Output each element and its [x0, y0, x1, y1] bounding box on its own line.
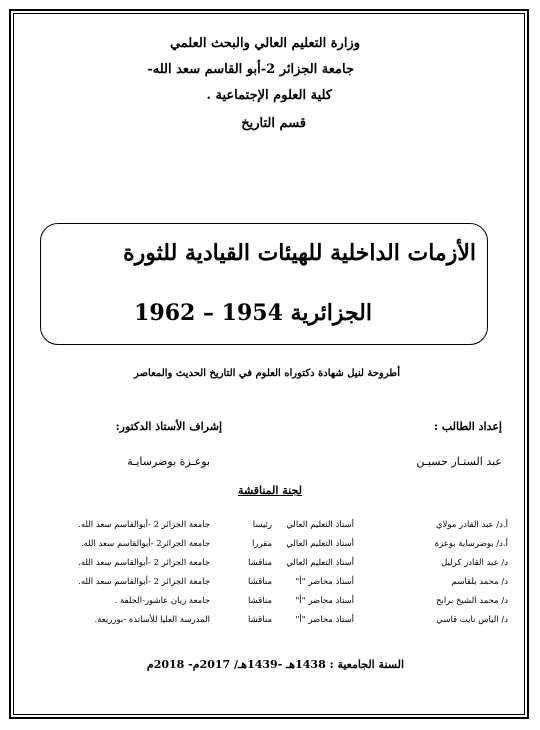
jury-member-name: د/ عبد القادر كرليل	[441, 558, 508, 568]
jury-member-role: رئيسا	[252, 520, 272, 530]
jury-row	[0, 558, 540, 572]
jury-title: لجنة المناقشة	[238, 484, 302, 497]
jury-row	[0, 539, 540, 553]
jury-member-rank: أستاذ التعليم العالي	[286, 558, 354, 568]
jury-member-name: د/ الياس نايت قاسي	[436, 615, 508, 625]
jury-member-rank: أستاذ التعليم العالي	[286, 539, 354, 549]
student-name: عبد الستـار حسيـن	[416, 455, 502, 468]
jury-row	[0, 520, 540, 534]
jury-member-name: أ.د/ عبد القادر مولاي	[435, 520, 508, 530]
jury-member-rank: أستاذ محاضر "أ"	[295, 596, 354, 606]
jury-member-name: د/ محمد بلقاسم	[451, 577, 508, 587]
jury-member-institution: جامعة الجزائر 2 -أبوالقاسم سعد الله.	[78, 577, 210, 587]
jury-member-institution: جامعة الجزائر 2 -أبوالقاسم سعد الله.	[78, 520, 210, 530]
jury-member-institution: جامعة الجزائر2 -أبوالقاسم سعد الله.	[80, 539, 210, 549]
department-name: قسم التاريخ	[241, 116, 306, 131]
university-name: جامعة الجزائر 2-أبو القاسم سعد الله-	[147, 62, 354, 77]
faculty-name: كلية العلوم الإجتماعية .	[206, 88, 332, 103]
jury-row	[0, 596, 540, 610]
jury-member-institution: جامعة الجزائر 2 -أبوالقاسم سعد الله.	[78, 558, 210, 568]
thesis-title-line1: الأزمات الداخلية للهيئات القيادية للثورة	[123, 240, 476, 266]
academic-year: السنة الجامعية : 1438هـ -1439هـ/ 2017م- 2018م	[146, 658, 404, 671]
supervisor-name: بوعـزة بوضرسايـة	[127, 455, 210, 468]
jury-member-name: د/ محمد الشيخ برابح	[435, 596, 508, 606]
supervisor-label: إشراف الأستاذ الدكتور:	[115, 420, 222, 433]
jury-member-rank: أستاذ التعليم العالي	[286, 520, 354, 530]
jury-member-role: مناقشا	[248, 615, 272, 625]
thesis-subtitle: أطروحة لنيل شهادة دكتوراه العلوم في التاريخ الحديث والمعاصر	[134, 368, 400, 379]
jury-row	[0, 615, 540, 629]
jury-member-role: مناقشا	[248, 558, 272, 568]
jury-member-institution: جامعة زيان عاشور-الجلفة .	[114, 596, 210, 606]
thesis-title-line2: الجزائرية 1954 – 1962	[134, 300, 372, 326]
jury-member-name: أ.د/ بوضرساية بوعزة	[434, 539, 508, 549]
jury-row	[0, 577, 540, 591]
jury-member-rank: أستاذ محاضر "أ"	[295, 615, 354, 625]
jury-member-role: مقررا	[251, 539, 272, 549]
jury-member-role: مناقشا	[248, 577, 272, 587]
jury-member-institution: المدرسة العليا للأساتذة -بوزريعة.	[94, 615, 210, 625]
ministry-name: وزارة التعليم العالي والبحث العلمي	[169, 36, 360, 51]
jury-member-rank: أستاذ محاضر "أ"	[295, 577, 354, 587]
student-label: إعداد الطالب :	[433, 420, 502, 433]
jury-member-role: مناقشا	[248, 596, 272, 606]
